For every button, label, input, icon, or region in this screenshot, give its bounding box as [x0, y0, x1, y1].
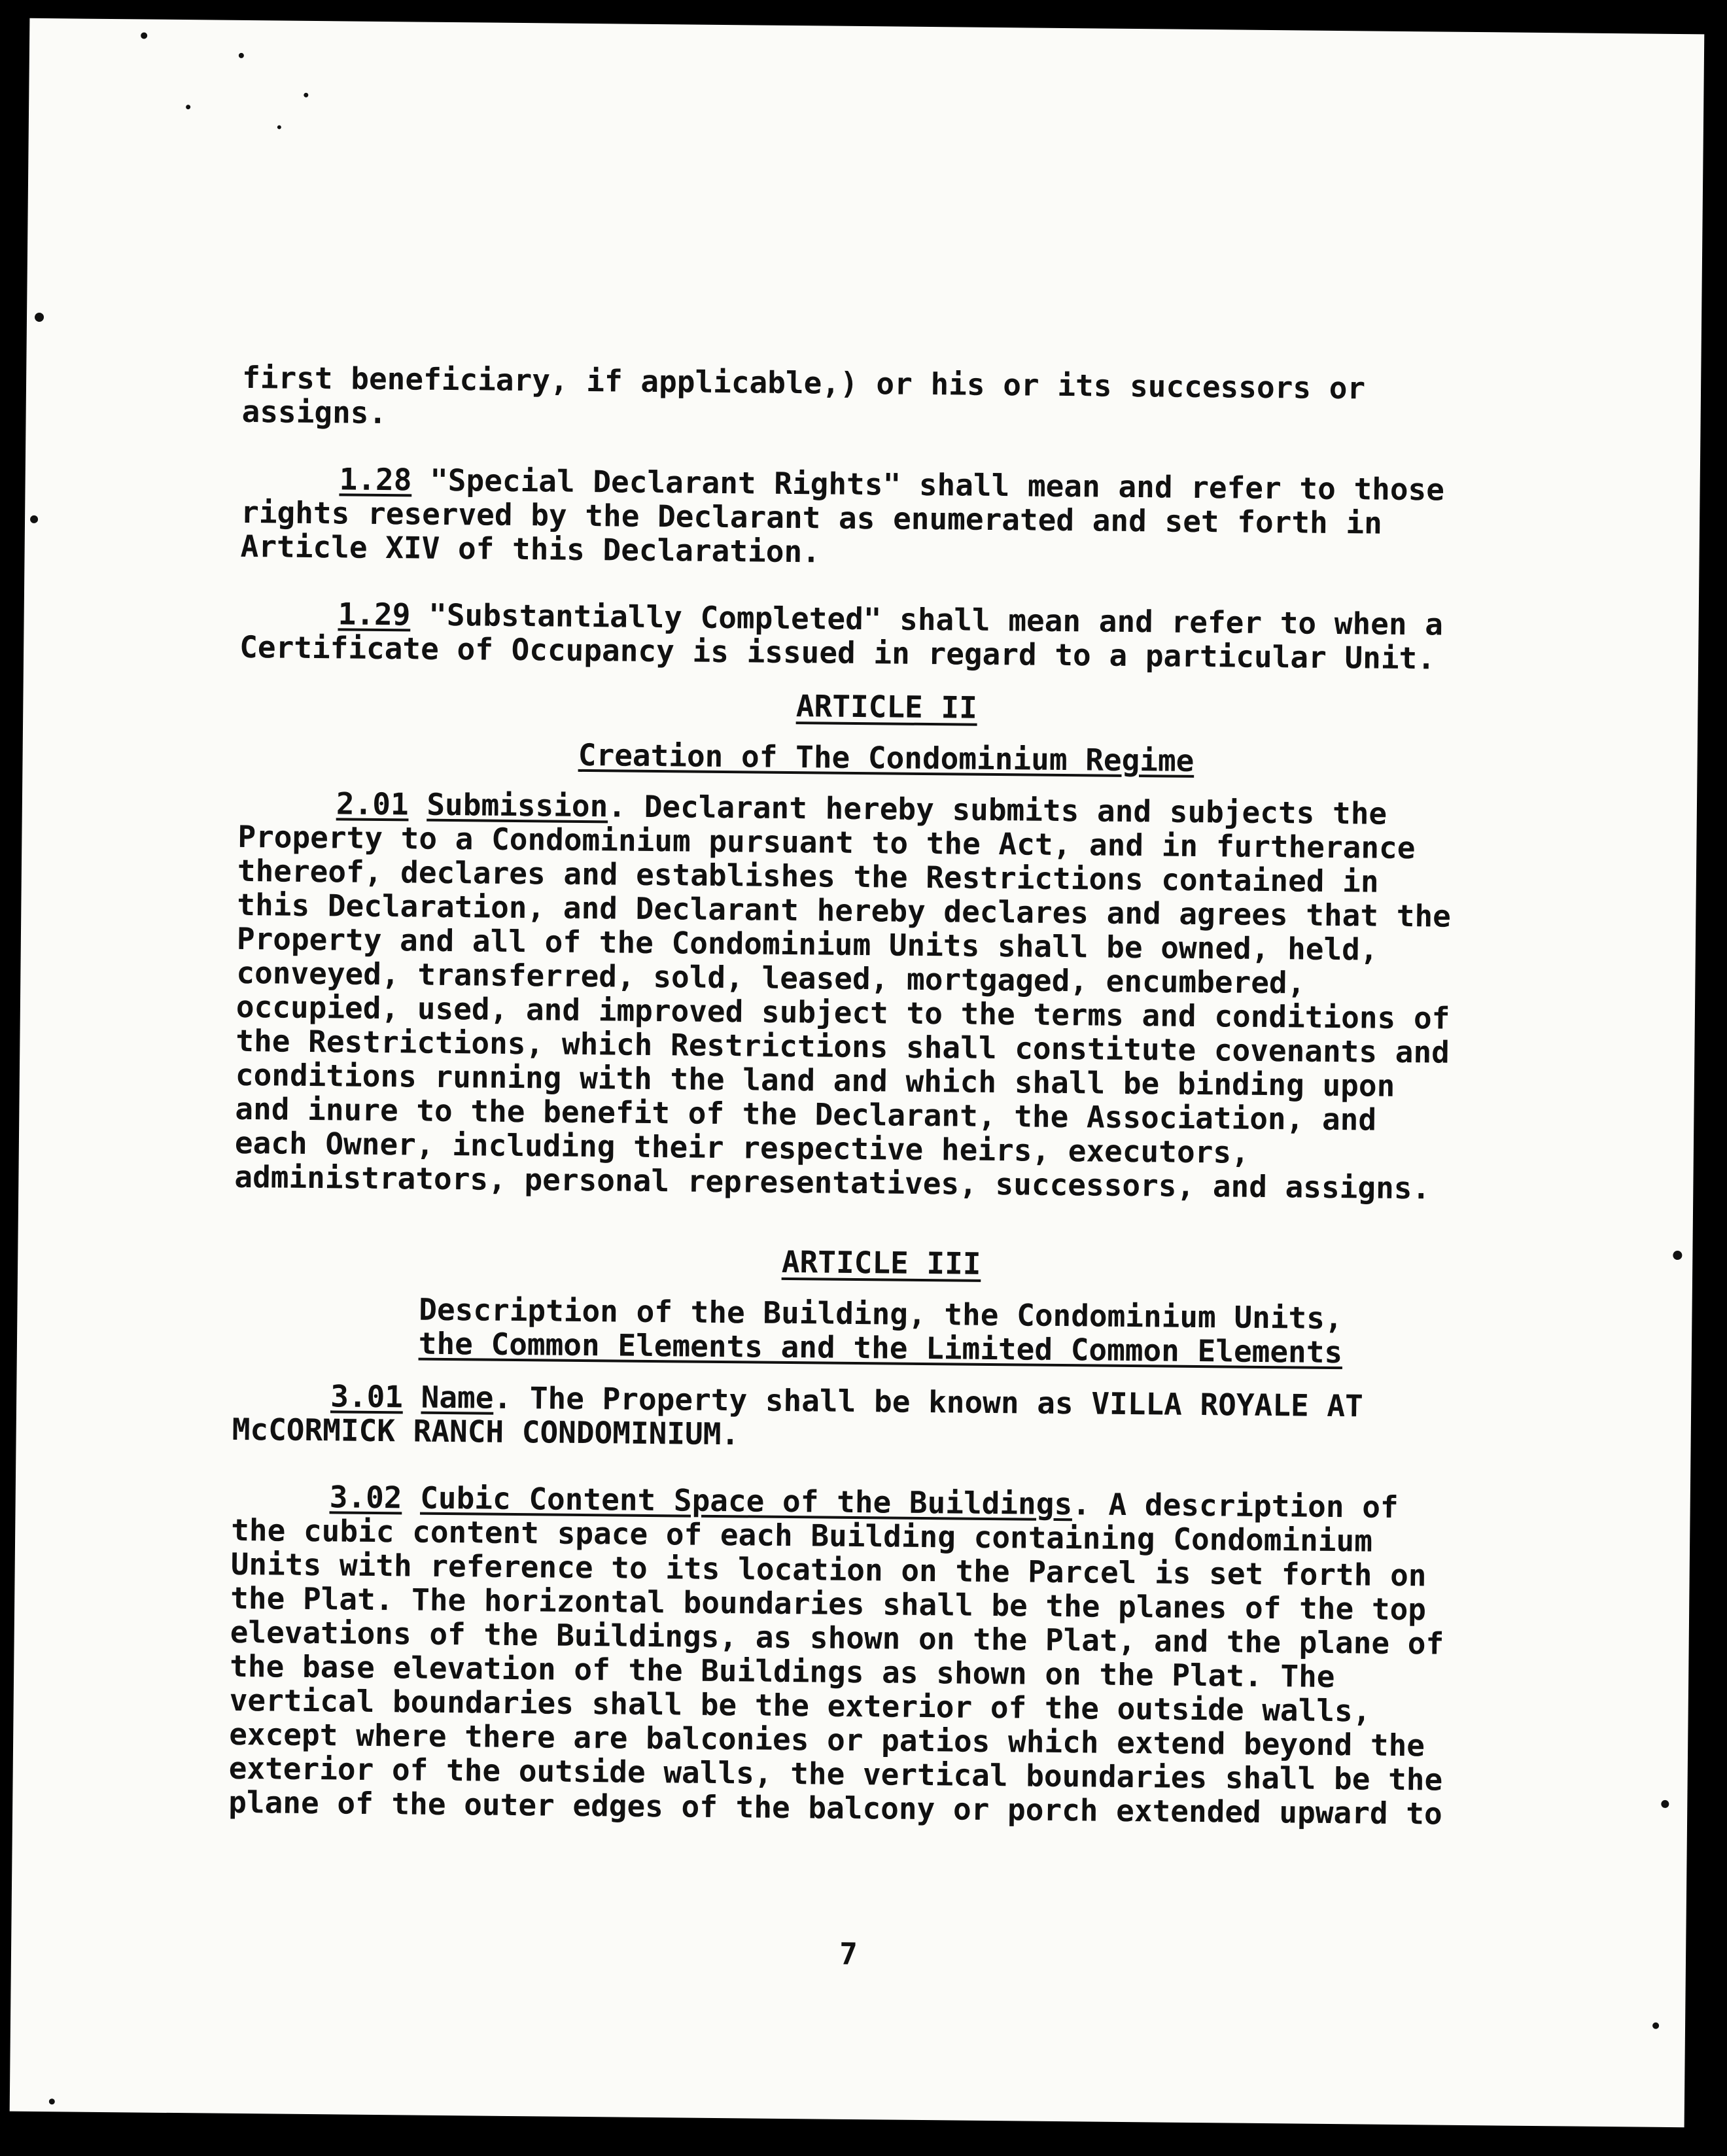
section-text: "Substantially Completed" shall mean and refer to when a Certificate of Occupancy is issued in regard to a particular Unit. [239, 597, 1444, 676]
section-title: Cubic Content Space of the Buildings [419, 1480, 1073, 1522]
article-2-heading: ARTICLE II [795, 688, 978, 725]
section-number: 1.29 [338, 596, 411, 633]
section-text: . A description of the cubic content space of each Building containing Condominium Units with reference to its location on the Parcel is set forth on the Plat. The horizontal boundaries shall be the planes of the top elevations of the Buildings, as shown on the Plat, and the plane of the base elevation of the Buildings as shown on the Plat. The vertical boundaries shall be the exterior of the outside walls, except where there are balconies or patios which extend beyond the exterior of the outside walls, the vertical boundaries shall be the plane of the outer edges of the balcony or porch extended upward to [228, 1486, 1444, 1832]
scan-speck [1652, 2023, 1659, 2029]
intro-paragraph: first beneficiary, if applicable,) or his or its successors or assigns. [241, 359, 1366, 431]
article-subheading-line-1: Description of the Building, the Condominium Units, [419, 1291, 1343, 1336]
scan-speck [304, 93, 308, 97]
article-3-heading: ARTICLE III [781, 1243, 981, 1281]
scan-speck [277, 125, 281, 129]
section-text: . The Property shall be known as VILLA ROYALE AT McCORMICK RANCH CONDOMINIUM. [232, 1380, 1363, 1452]
article-subheading-line-2-text: the Common Elements and the Limited Common Elements [418, 1325, 1343, 1370]
section-1-29 [239, 596, 1535, 676]
section-3-02 [228, 1479, 1527, 1832]
scan-speck [141, 32, 147, 39]
section-number: 1.28 [339, 461, 412, 498]
scanned-page [10, 18, 1705, 2127]
section-text: . Declarant hereby submits and subjects the Property to a Condominium pursuant to the Act, and in furtherance thereof, declares and establishes the Restrictions contained in this Declaration, and Declarant hereby declares and agrees that the Property and all of the Condominium Units shall be owned, held, conveyed, transferred, sold, leased, mortgaged, encumbered, occupied, used, and improved subject to the terms and conditions of the Restrictions, which Restrictions shall constitute covenants and conditions running with the land and which shall be binding upon and inure to the benefit of the Declarant, the Association, and each Owner, including their respective heirs, executors, administrators, personal representatives, successors, and assigns. [234, 788, 1452, 1206]
section-1-28 [240, 461, 1536, 576]
scan-speck [1673, 1251, 1682, 1260]
section-number: 2.01 [336, 786, 409, 822]
section-number: 3.01 [330, 1378, 404, 1415]
article-subheading-text: Creation of The Condominium Regime [578, 737, 1195, 778]
scan-speck [186, 105, 190, 109]
section-title: Name [421, 1379, 494, 1416]
document-body [228, 360, 1537, 1832]
article-2-subheading [238, 735, 1533, 781]
scan-speck [239, 53, 244, 58]
scan-speck [35, 313, 44, 322]
section-2-01 [234, 786, 1533, 1206]
section-3-01 [232, 1378, 1527, 1459]
section-title: Submission [427, 786, 608, 824]
scan-speck [49, 2098, 55, 2104]
scan-speck [30, 515, 38, 523]
section-text: "Special Declarant Rights" shall mean and refer to those rights reserved by the Declarant as enumerated and set forth in Article XIV of this Declaration. [240, 462, 1445, 570]
section-number: 3.02 [329, 1479, 402, 1516]
article-3-subheading [233, 1291, 1529, 1371]
page-number: 7 [839, 1936, 858, 1972]
scan-speck [1661, 1800, 1669, 1808]
